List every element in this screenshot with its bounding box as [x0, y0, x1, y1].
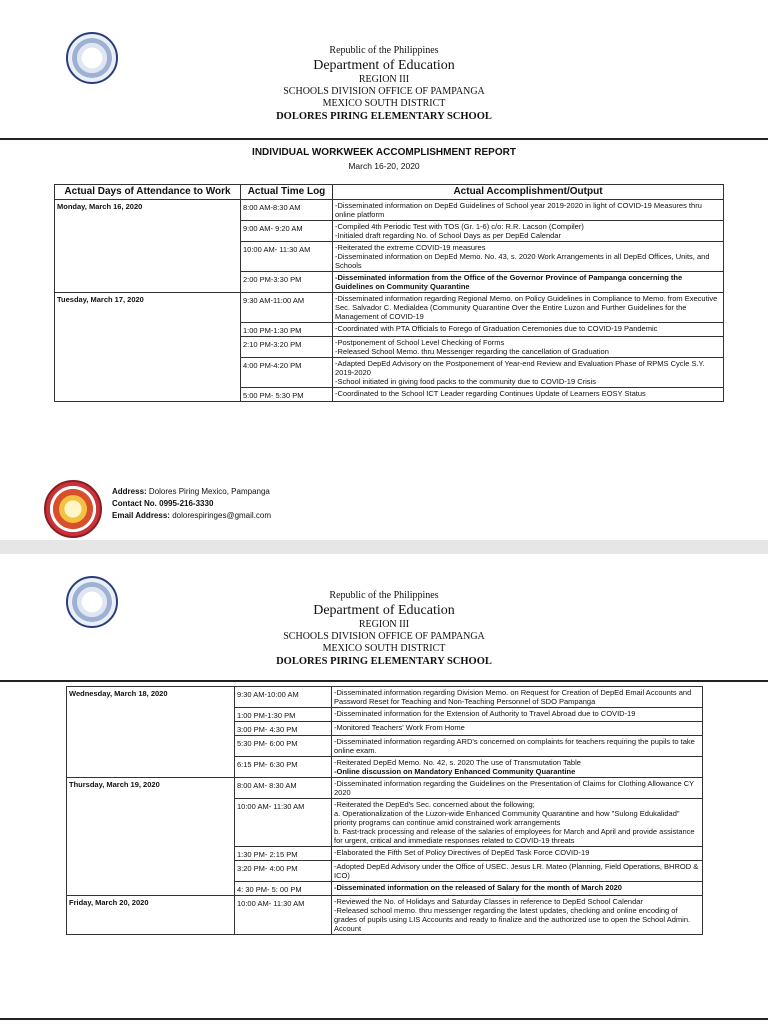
accomplishment-line: -Disseminated information regarding Division Memo. on Request for Creation of DepEd Email Accounts and Password Reset for Teaching and Non-Teaching Personnel of SDO Pampanga [334, 688, 692, 706]
accomplishment-line: -Coordinated to the School ICT Leader regarding Continues Update of Learners EOSY Status [335, 389, 646, 398]
day-cell: Monday, March 16, 2020 [55, 200, 241, 293]
page-2 [0, 540, 768, 1024]
time-log-cell: 2:10 PM-3:20 PM [241, 337, 333, 358]
time-log-cell: 10:00 AM- 11:30 AM [241, 242, 333, 272]
time-log-cell: 6:15 PM- 6:30 PM [235, 757, 332, 778]
header-accomplishment: Actual Accomplishment/Output [333, 185, 724, 200]
contact-value: 0995-216-3330 [159, 499, 214, 508]
accomplishment-cell [332, 882, 703, 896]
time-log-cell: 5:00 PM- 5:30 PM [241, 388, 333, 402]
table-row [67, 778, 703, 799]
time-log-cell: 4: 30 PM- 5: 00 PM [235, 882, 332, 896]
header-days: Actual Days of Attendance to Work [55, 185, 241, 200]
accomplishment-cell [333, 358, 724, 388]
day-cell: Wednesday, March 18, 2020 [67, 687, 235, 778]
day-cell: Thursday, March 19, 2020 [67, 778, 235, 896]
accomplishment-cell [332, 896, 703, 935]
time-log-cell: 3:20 PM- 4:00 PM [235, 861, 332, 882]
time-log-cell: 8:00 AM-8:30 AM [241, 200, 333, 221]
table-row [55, 200, 724, 221]
accomplishment-line: -Reviewed the No. of Holidays and Saturday Classes in reference to DepEd School Calendar [334, 897, 643, 906]
time-log-cell: 4:00 PM-4:20 PM [241, 358, 333, 388]
accomplishment-cell [332, 847, 703, 861]
header-divider [0, 680, 768, 682]
accomplishment-line: -Postponement of School Level Checking of Forms [335, 338, 505, 347]
letterhead [0, 44, 768, 124]
contact-label: Contact No. [112, 499, 157, 508]
address-value: Dolores Piring Mexico, Pampanga [148, 487, 270, 496]
accomplishment-cell [333, 293, 724, 323]
school-logo-icon [44, 480, 102, 538]
time-log-cell: 2:00 PM-3:30 PM [241, 272, 333, 293]
accomplishment-cell [332, 722, 703, 736]
accomplishment-line: -Disseminated information regarding ARD's concerned on complaints for teachers requiring the pupils to take online exam. [334, 737, 695, 755]
accomplishment-cell [332, 736, 703, 757]
footer-divider [0, 1018, 768, 1020]
report-date-range: March 16-20, 2020 [348, 161, 420, 171]
department-line: Department of Education [313, 58, 455, 73]
republic-line: Republic of the Philippines [329, 590, 439, 601]
accomplishment-line: -Disseminated information regarding the Guidelines on the Presentation of Claims for Clothing Allowance CY 2020 [334, 779, 695, 797]
accomplishment-line: -Disseminated information on DepEd Memo. No. 43, s. 2020 Work Arrangements in all DepEd Offices, Units, and Schools [335, 252, 710, 270]
report-title: INDIVIDUAL WORKWEEK ACCOMPLISHMENT REPORT [252, 147, 516, 158]
address-label: Address: [112, 487, 147, 496]
accomplishment-line: -Adapted DepEd Advisory on the Postponement of Year-end Review and Evaluation Phase of RPMS Cycle S.Y. 2019-2020 [335, 359, 705, 377]
table-row [67, 896, 703, 935]
accomplishment-line: -Disseminated information on the released of Salary for the month of March 2020 [334, 883, 622, 892]
contact-block [112, 486, 271, 522]
accomplishment-cell [332, 757, 703, 778]
email-value: dolorespiringes@gmail.com [172, 511, 272, 520]
accomplishment-line: -Disseminated information for the Extension of Authority to Travel Abroad due to COVID-19 [334, 709, 636, 718]
accomplishment-cell [332, 861, 703, 882]
accomplishment-cell [332, 708, 703, 722]
accomplishment-cell [333, 221, 724, 242]
accomplishment-cell [333, 323, 724, 337]
day-cell: Friday, March 20, 2020 [67, 896, 235, 935]
time-log-cell: 9:30 AM-10:00 AM [235, 687, 332, 708]
accomplishment-line: -Coordinated with PTA Officials to Forego of Graduation Ceremonies due to COVID-19 Pandemic [335, 324, 658, 333]
accomplishment-cell [333, 272, 724, 293]
accomplishment-line: -Reiterated the extreme COVID-19 measures [335, 243, 486, 252]
accomplishment-line: -Monitored Teachers' Work From Home [334, 723, 465, 732]
accomplishment-cell [333, 200, 724, 221]
time-log-cell: 1:00 PM-1:30 PM [235, 708, 332, 722]
accomplishment-line: -Adopted DepEd Advisory under the Office of USEC. Jesus LR. Mateo (Planning, Field Operations, BHROD & ICO) [334, 862, 699, 880]
time-log-cell: 1:00 PM-1:30 PM [241, 323, 333, 337]
time-log-cell: 3:00 PM- 4:30 PM [235, 722, 332, 736]
time-log-cell: 5:30 PM- 6:00 PM [235, 736, 332, 757]
accomplishment-line: -Online discussion on Mandatory Enhanced Community Quarantine [334, 767, 576, 776]
school-line: DOLORES PIRING ELEMENTARY SCHOOL [276, 111, 492, 122]
header-time-log: Actual Time Log [241, 185, 333, 200]
division-line: SCHOOLS DIVISION OFFICE OF PAMPANGA [283, 631, 485, 642]
table-row [55, 293, 724, 323]
accomplishment-line: -Disseminated information from the Office of the Governor Province of Pampanga concerning the Guidelines on Community Quarantine [335, 273, 683, 291]
accomplishment-line: -Disseminated information on DepEd Guidelines of School year 2019-2020 in light of COVID-19 Measures thru online platform [335, 201, 702, 219]
time-log-cell: 9:30 AM-11:00 AM [241, 293, 333, 323]
accomplishment-line: -Disseminated information regarding Regional Memo. on Policy Guidelines in Compliance to Memo. from Executive Sec. Salvador C. Medialdea (Community Quarantine Over the Entire Luzon and Further Guidelines for the Management of COVID-19 [335, 294, 718, 321]
division-line: SCHOOLS DIVISION OFFICE OF PAMPANGA [283, 86, 485, 97]
accomplishment-cell [332, 799, 703, 847]
letterhead [0, 589, 768, 669]
region-line: REGION III [358, 74, 410, 85]
time-log-cell: 9:00 AM- 9:20 AM [241, 221, 333, 242]
accomplishment-cell [332, 687, 703, 708]
accomplishment-line: -School initiated in giving food packs to the community due to COVID-19 Crisis [335, 377, 596, 386]
accomplishment-cell [333, 242, 724, 272]
accomplishment-line: -Elaborated the Fifth Set of Policy Directives of DepEd Task Force COVID-19 [334, 848, 590, 857]
district-line: MEXICO SOUTH DISTRICT [322, 643, 446, 654]
accomplishment-line: -Initialed draft regarding No. of School Days as per DepEd Calendar [335, 231, 561, 240]
email-label: Email Address: [112, 511, 170, 520]
republic-line: Republic of the Philippines [329, 45, 439, 56]
day-cell: Tuesday, March 17, 2020 [55, 293, 241, 402]
region-line: REGION III [358, 619, 410, 630]
table-row [67, 687, 703, 708]
accomplishment-cell [332, 778, 703, 799]
accomplishment-cell [333, 337, 724, 358]
accomplishment-line: -Released school memo. thru messenger regarding the latest updates, checking and online encoding of grades of pupils using LIS Accounts and ready to finalize and the authorized use to open the School Admin. Account [334, 906, 691, 933]
time-log-cell: 8:00 AM- 8:30 AM [235, 778, 332, 799]
department-line: Department of Education [313, 603, 455, 618]
accomplishment-line: b. Fast-track processing and release of the salaries of employees for March and April and provide assistance for urgent, critical and immediate responses related to COVID-19 threats [334, 827, 695, 845]
accomplishment-line: -Reiterated the DepEd's Sec. concerned about the following; [334, 800, 535, 809]
header-divider [0, 138, 768, 140]
school-line: DOLORES PIRING ELEMENTARY SCHOOL [276, 656, 492, 667]
accomplishment-table-1 [54, 184, 724, 402]
district-line: MEXICO SOUTH DISTRICT [322, 98, 446, 109]
accomplishment-table-2 [66, 686, 703, 935]
time-log-cell: 10:00 AM- 11:30 AM [235, 799, 332, 847]
accomplishment-line: -Compiled 4th Periodic Test with TOS (Gr. 1-6) c/o: R.R. Lacson (Compiler) [335, 222, 584, 231]
accomplishment-line: -Reiterated DepEd Memo. No. 42, s. 2020 The use of Transmutation Table [334, 758, 581, 767]
time-log-cell: 1:30 PM- 2:15 PM [235, 847, 332, 861]
time-log-cell: 10:00 AM- 11:30 AM [235, 896, 332, 935]
accomplishment-line: a. Operationalization of the Luzon-wide Enhanced Community Quarantine and how "Sulong Edukalidad" priority programs can continue amid constrained work arrangements [334, 809, 680, 827]
accomplishment-cell [333, 388, 724, 402]
accomplishment-line: -Released School Memo. thru Messenger regarding the cancellation of Graduation [335, 347, 609, 356]
